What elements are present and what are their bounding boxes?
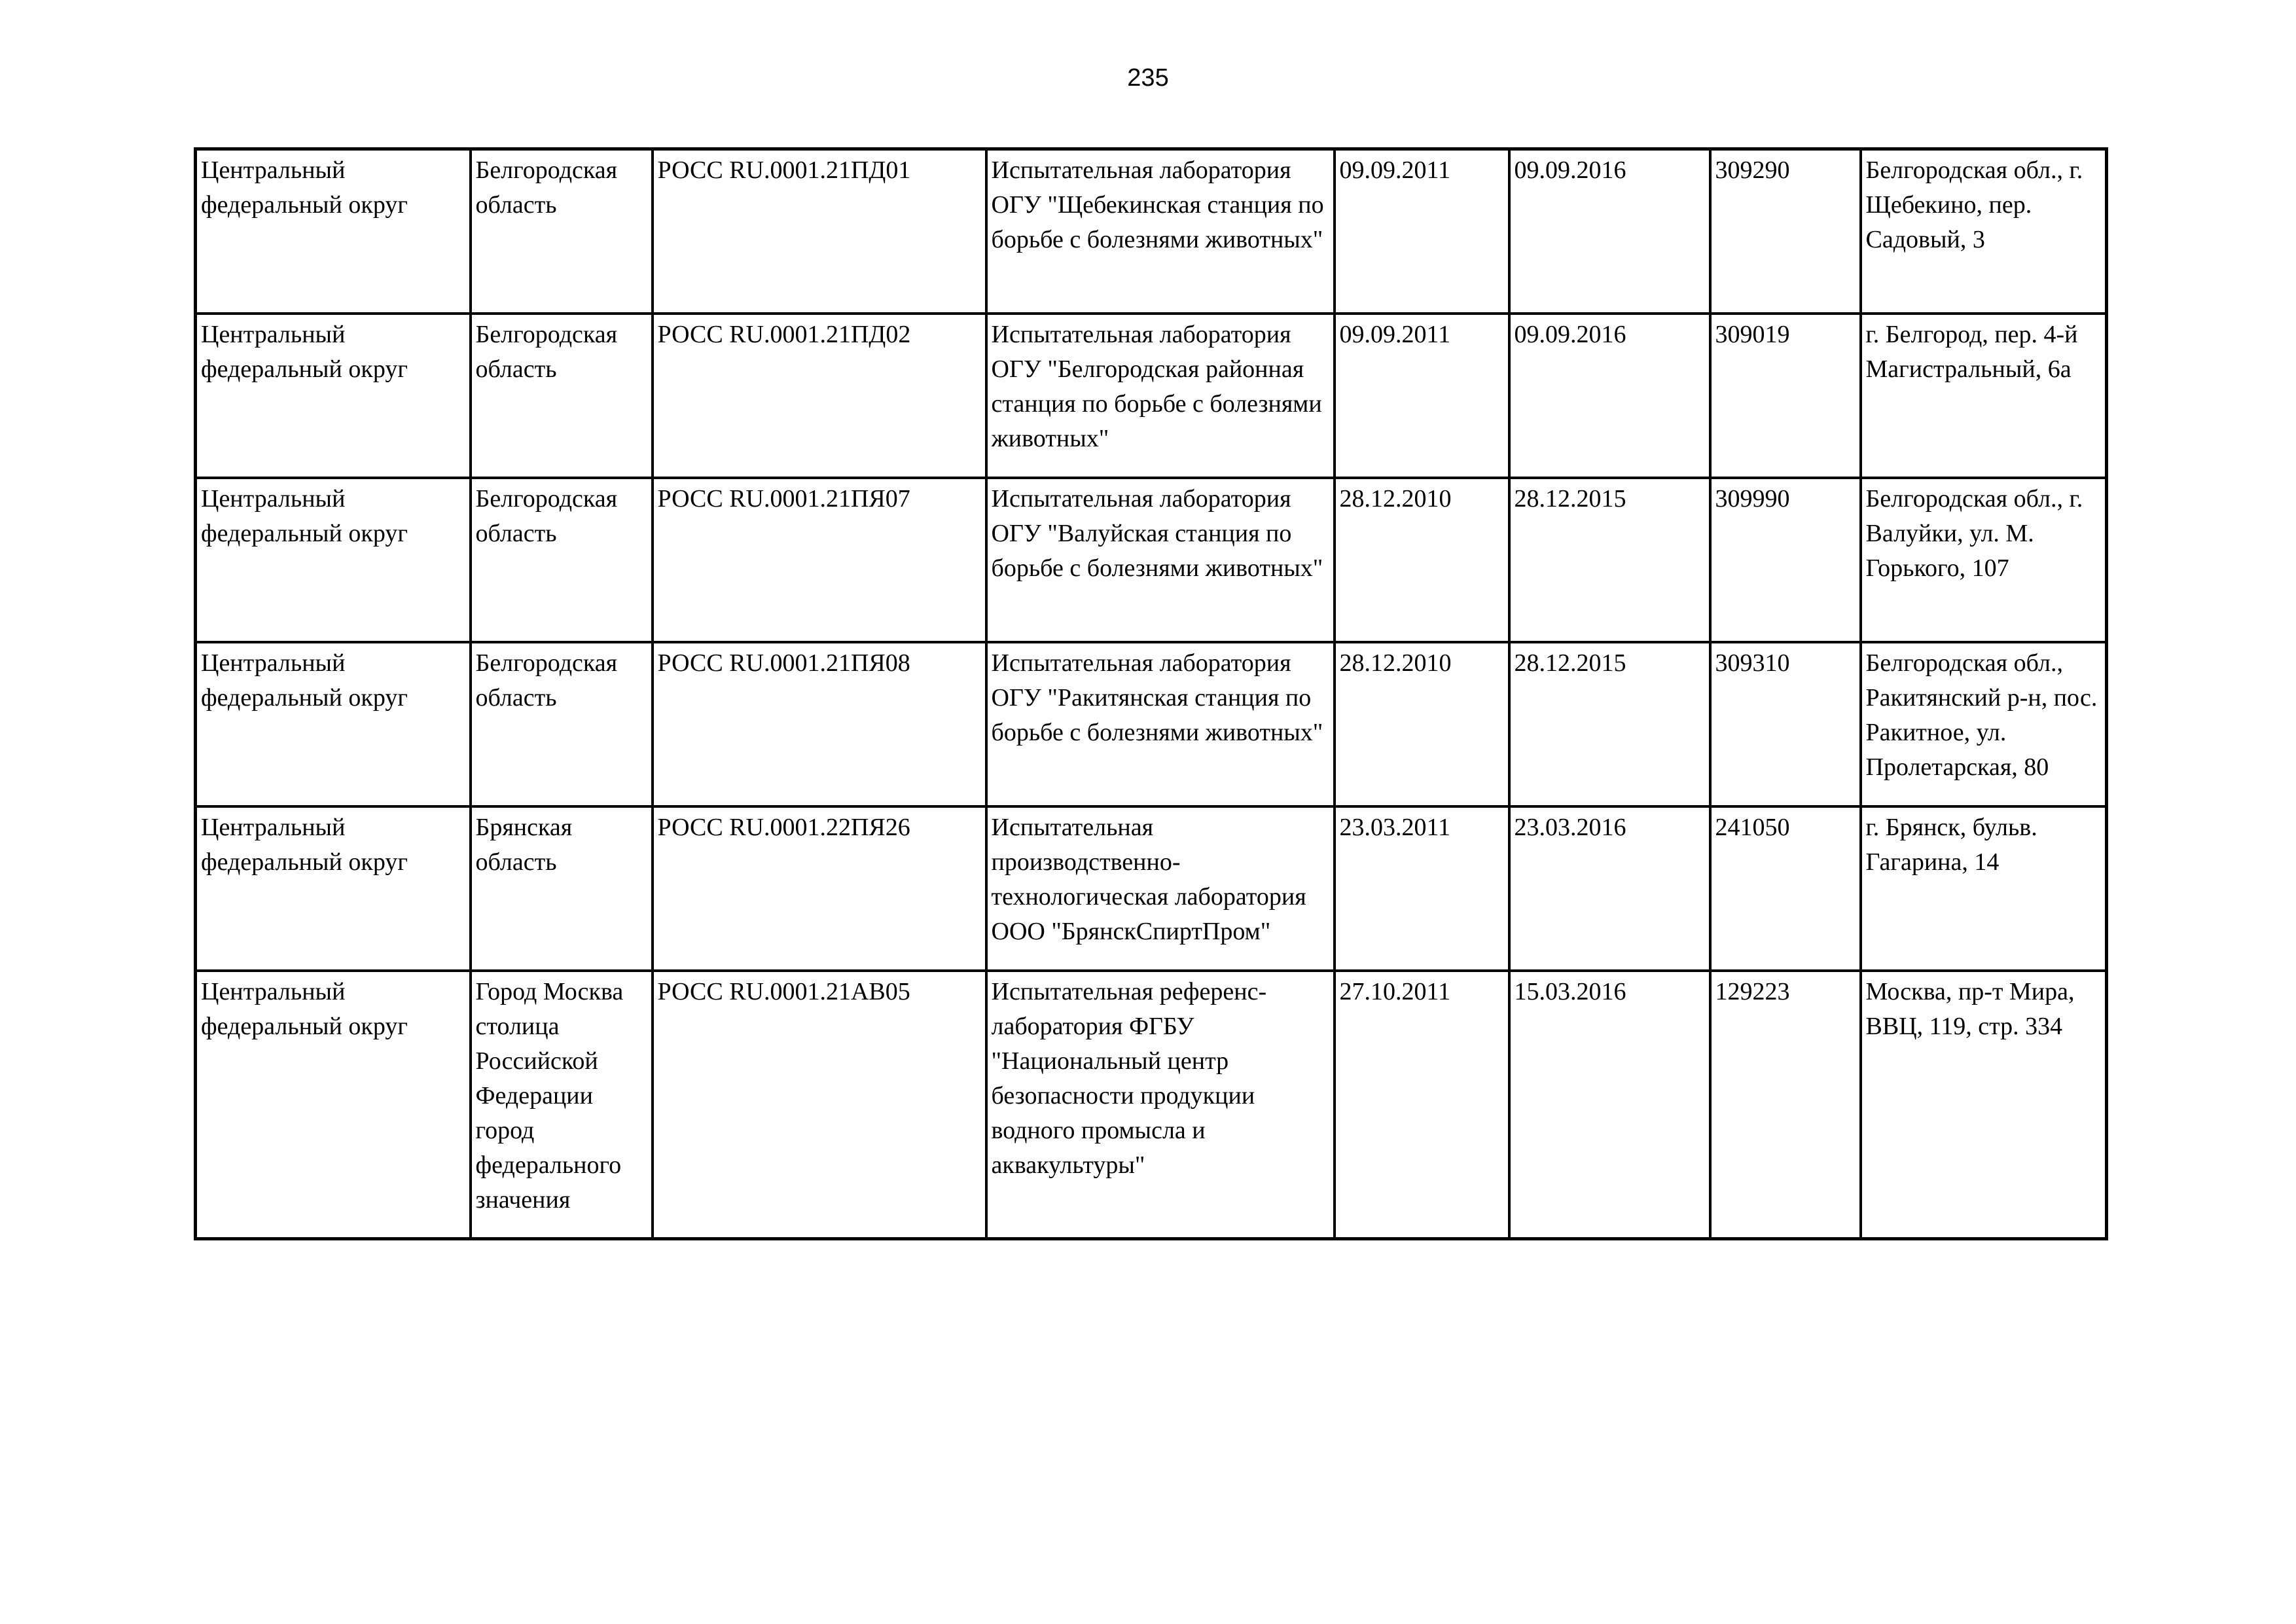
cell-region: Белгородская область	[471, 149, 653, 314]
cell-district: Центральный федеральный округ	[196, 478, 471, 642]
cell-date-to: 09.09.2016	[1509, 149, 1710, 314]
cell-laboratory: Испытательная лаборатория ОГУ "Щебекинская станция по борьбе с болезнями животных"	[986, 149, 1335, 314]
cell-date-from: 28.12.2010	[1335, 478, 1509, 642]
cell-address: Белгородская обл., Ракитянский р-н, пос. Ракитное, ул. Пролетарская, 80	[1861, 642, 2107, 806]
cell-region: Белгородская область	[471, 642, 653, 806]
cell-date-from: 09.09.2011	[1335, 149, 1509, 314]
table-row	[196, 478, 2107, 642]
cell-date-from: 09.09.2011	[1335, 314, 1509, 478]
cell-region: Белгородская область	[471, 478, 653, 642]
cell-certificate: РОСС RU.0001.21ПЯ08	[653, 642, 986, 806]
cell-date-to: 28.12.2015	[1509, 478, 1710, 642]
cell-address: г. Белгород, пер. 4-й Магистральный, 6а	[1861, 314, 2107, 478]
cell-certificate: РОСС RU.0001.21ПЯ07	[653, 478, 986, 642]
cell-date-from: 27.10.2011	[1335, 971, 1509, 1239]
cell-postal-index: 309310	[1710, 642, 1861, 806]
cell-district: Центральный федеральный округ	[196, 806, 471, 971]
cell-address: г. Брянск, бульв. Гагарина, 14	[1861, 806, 2107, 971]
table-row	[196, 806, 2107, 971]
cell-postal-index: 309290	[1710, 149, 1861, 314]
table-body	[196, 149, 2107, 1239]
cell-certificate: РОСС RU.0001.21ПД01	[653, 149, 986, 314]
cell-region: Брянская область	[471, 806, 653, 971]
cell-date-to: 28.12.2015	[1509, 642, 1710, 806]
cell-date-from: 23.03.2011	[1335, 806, 1509, 971]
cell-laboratory: Испытательная лаборатория ОГУ "Валуйская станция по борьбе с болезнями животных"	[986, 478, 1335, 642]
table-row	[196, 314, 2107, 478]
cell-region: Белгородская область	[471, 314, 653, 478]
cell-date-to: 09.09.2016	[1509, 314, 1710, 478]
cell-date-to: 15.03.2016	[1509, 971, 1710, 1239]
cell-date-from: 28.12.2010	[1335, 642, 1509, 806]
cell-address: Москва, пр-т Мира, ВВЦ, 119, стр. 334	[1861, 971, 2107, 1239]
cell-laboratory: Испытательная лаборатория ОГУ "Ракитянская станция по борьбе с болезнями животных"	[986, 642, 1335, 806]
cell-district: Центральный федеральный округ	[196, 149, 471, 314]
cell-address: Белгородская обл., г. Валуйки, ул. М. Горького, 107	[1861, 478, 2107, 642]
cell-laboratory: Испытательная производственно-технологическая лаборатория ООО "БрянскСпиртПром"	[986, 806, 1335, 971]
cell-laboratory: Испытательная референс-лаборатория ФГБУ "Национальный центр безопасности продукции водного промысла и аквакультуры"	[986, 971, 1335, 1239]
cell-region: Город Москва столица Российской Федерации город федерального значения	[471, 971, 653, 1239]
cell-district: Центральный федеральный округ	[196, 314, 471, 478]
cell-postal-index: 309019	[1710, 314, 1861, 478]
cell-certificate: РОСС RU.0001.22ПЯ26	[653, 806, 986, 971]
cell-postal-index: 241050	[1710, 806, 1861, 971]
cell-laboratory: Испытательная лаборатория ОГУ "Белгородская районная станция по борьбе с болезнями животных"	[986, 314, 1335, 478]
cell-district: Центральный федеральный округ	[196, 642, 471, 806]
cell-district: Центральный федеральный округ	[196, 971, 471, 1239]
cell-certificate: РОСС RU.0001.21ПД02	[653, 314, 986, 478]
cell-postal-index: 129223	[1710, 971, 1861, 1239]
table-row	[196, 971, 2107, 1239]
cell-certificate: РОСС RU.0001.21АВ05	[653, 971, 986, 1239]
cell-postal-index: 309990	[1710, 478, 1861, 642]
page-number: 235	[1127, 64, 1169, 92]
cell-address: Белгородская обл., г. Щебекино, пер. Садовый, 3	[1861, 149, 2107, 314]
laboratory-registry-table	[194, 147, 2108, 1240]
table-row	[196, 642, 2107, 806]
table-row	[196, 149, 2107, 314]
cell-date-to: 23.03.2016	[1509, 806, 1710, 971]
